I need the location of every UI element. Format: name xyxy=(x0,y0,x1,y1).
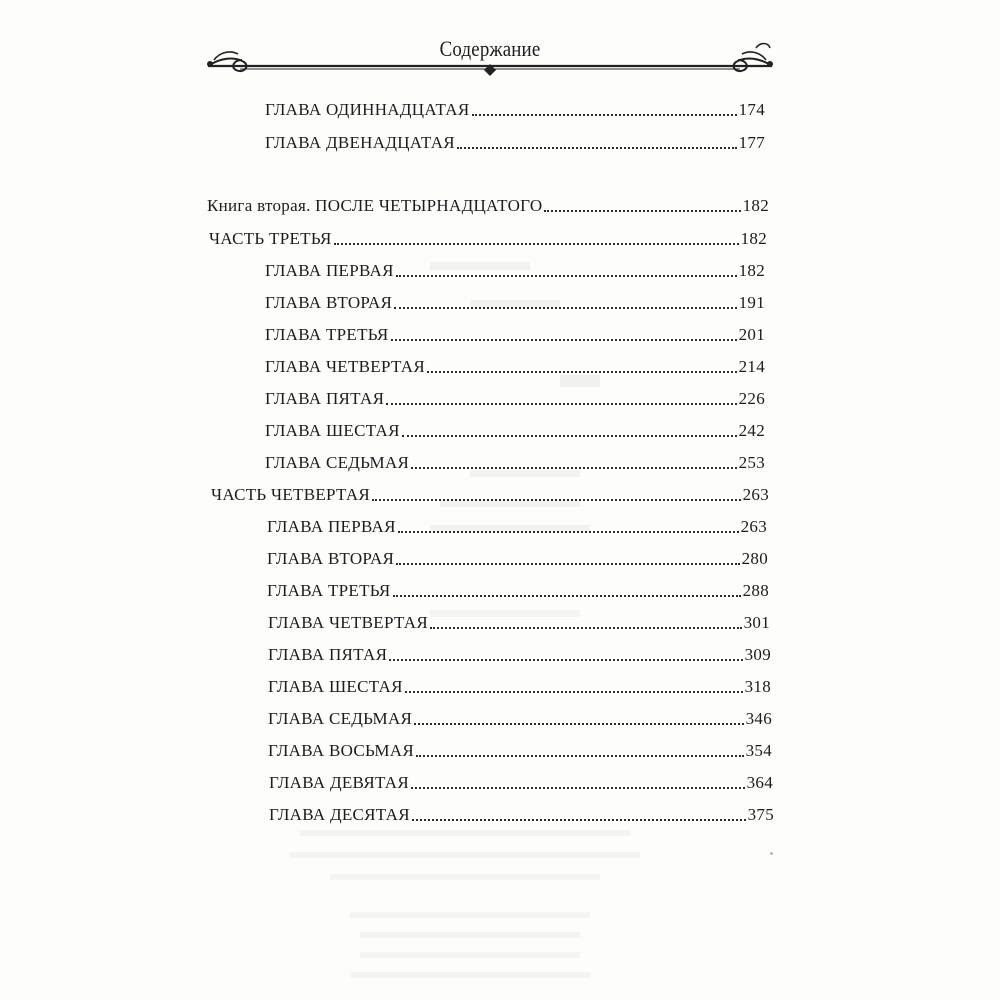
toc-label: ГЛАВА ВОСЬМАЯ xyxy=(268,741,415,760)
toc-page-number: 346 xyxy=(745,709,772,728)
toc-entry xyxy=(265,289,765,313)
toc-entry xyxy=(265,353,765,377)
toc-entry xyxy=(267,513,767,537)
dot-leader xyxy=(393,594,741,597)
toc-page-number: 280 xyxy=(741,549,768,568)
toc-page-number: 182 xyxy=(738,261,765,280)
toc-page-number: 309 xyxy=(744,645,771,664)
dot-leader xyxy=(430,626,742,629)
toc-label: ГЛАВА ПЕРВАЯ xyxy=(267,517,396,536)
toc-entry xyxy=(265,417,765,441)
toc-label: ГЛАВА ШЕСТАЯ xyxy=(265,421,400,440)
toc-label: ГЛАВА СЕДЬМАЯ xyxy=(268,709,413,728)
toc-page-number: 364 xyxy=(746,773,773,792)
dot-leader xyxy=(334,242,739,245)
toc-entry xyxy=(268,609,770,633)
toc-entry xyxy=(267,545,768,569)
toc-label: ГЛАВА ЧЕТВЕРТАЯ xyxy=(268,613,429,632)
toc-page-number: 288 xyxy=(742,581,769,600)
toc-page-number: 301 xyxy=(743,613,770,632)
header-title: Содержание xyxy=(439,36,541,61)
toc-page-number: 242 xyxy=(738,421,765,440)
toc-page-number: 177 xyxy=(738,133,765,152)
toc-label: ГЛАВА ПЕРВАЯ xyxy=(265,261,394,280)
dot-leader xyxy=(411,786,745,789)
toc-label: ГЛАВА ТРЕТЬЯ xyxy=(267,581,391,600)
toc-entry-part xyxy=(211,481,769,505)
dot-leader xyxy=(389,658,742,661)
toc-entry-part xyxy=(209,225,767,249)
toc-entry xyxy=(268,705,772,729)
toc-entry xyxy=(265,129,765,153)
toc-entry xyxy=(265,385,765,409)
dot-leader xyxy=(372,498,741,501)
dot-leader xyxy=(398,530,739,533)
toc-page-number: 182 xyxy=(740,229,767,248)
toc-entry-book xyxy=(207,192,769,216)
dot-leader xyxy=(472,113,737,116)
toc-label: Книга вторая. ПОСЛЕ ЧЕТЫРНАДЦАТОГО xyxy=(207,196,543,215)
toc-page-number: 354 xyxy=(745,741,772,760)
dot-leader xyxy=(414,722,743,725)
toc-entry xyxy=(269,801,774,825)
toc-entry xyxy=(268,641,771,665)
toc-label: ГЛАВА ТРЕТЬЯ xyxy=(265,325,389,344)
dot-leader xyxy=(412,818,746,821)
toc-label: ГЛАВА ВТОРАЯ xyxy=(267,549,395,568)
toc-entry xyxy=(268,737,772,761)
toc-page-number: 174 xyxy=(738,100,765,119)
toc-label: ГЛАВА ДЕВЯТАЯ xyxy=(269,773,410,792)
toc-page-number: 201 xyxy=(738,325,765,344)
toc-entry xyxy=(265,257,765,281)
dot-leader xyxy=(416,754,744,757)
toc-label: ГЛАВА ДЕСЯТАЯ xyxy=(269,805,410,824)
toc-page-number: 318 xyxy=(744,677,771,696)
dot-leader xyxy=(544,209,740,212)
toc-entry xyxy=(265,321,765,345)
toc-page-number: 182 xyxy=(742,196,769,215)
toc-label: ГЛАВА СЕДЬМАЯ xyxy=(265,453,410,472)
dot-leader xyxy=(394,306,736,309)
toc-page-number: 375 xyxy=(747,805,774,824)
toc-label: ГЛАВА ПЯТАЯ xyxy=(268,645,388,664)
toc-label: ЧАСТЬ ТРЕТЬЯ xyxy=(209,229,332,248)
toc-entry xyxy=(267,577,769,601)
dot-leader xyxy=(396,274,737,277)
toc-page-number: 214 xyxy=(738,357,765,376)
toc-page-number: 263 xyxy=(742,485,769,504)
toc-label: ГЛАВА ШЕСТАЯ xyxy=(268,677,403,696)
toc-entry xyxy=(269,769,773,793)
toc-label: ГЛАВА ДВЕНАДЦАТАЯ xyxy=(265,133,455,152)
toc-page-number: 253 xyxy=(738,453,765,472)
toc-page-number: 191 xyxy=(738,293,765,312)
dot-leader xyxy=(427,370,737,373)
toc-entry xyxy=(268,673,771,697)
dot-leader xyxy=(402,434,737,437)
dot-leader xyxy=(457,146,737,149)
dot-leader xyxy=(386,402,736,405)
toc-label: ГЛАВА ОДИННАДЦАТАЯ xyxy=(265,100,470,119)
toc-label: ГЛАВА ВТОРАЯ xyxy=(265,293,393,312)
toc-label: ГЛАВА ЧЕТВЕРТАЯ xyxy=(265,357,426,376)
toc-page-number: 263 xyxy=(740,517,767,536)
toc-entry xyxy=(265,449,765,473)
toc-entry xyxy=(265,96,765,120)
dot-leader xyxy=(405,690,743,693)
dot-leader xyxy=(396,562,739,565)
toc-label: ЧАСТЬ ЧЕТВЕРТАЯ xyxy=(211,485,371,504)
toc-label: ГЛАВА ПЯТАЯ xyxy=(265,389,385,408)
dot-leader xyxy=(391,338,737,341)
toc-page-number: 226 xyxy=(738,389,765,408)
dot-leader xyxy=(411,466,736,469)
